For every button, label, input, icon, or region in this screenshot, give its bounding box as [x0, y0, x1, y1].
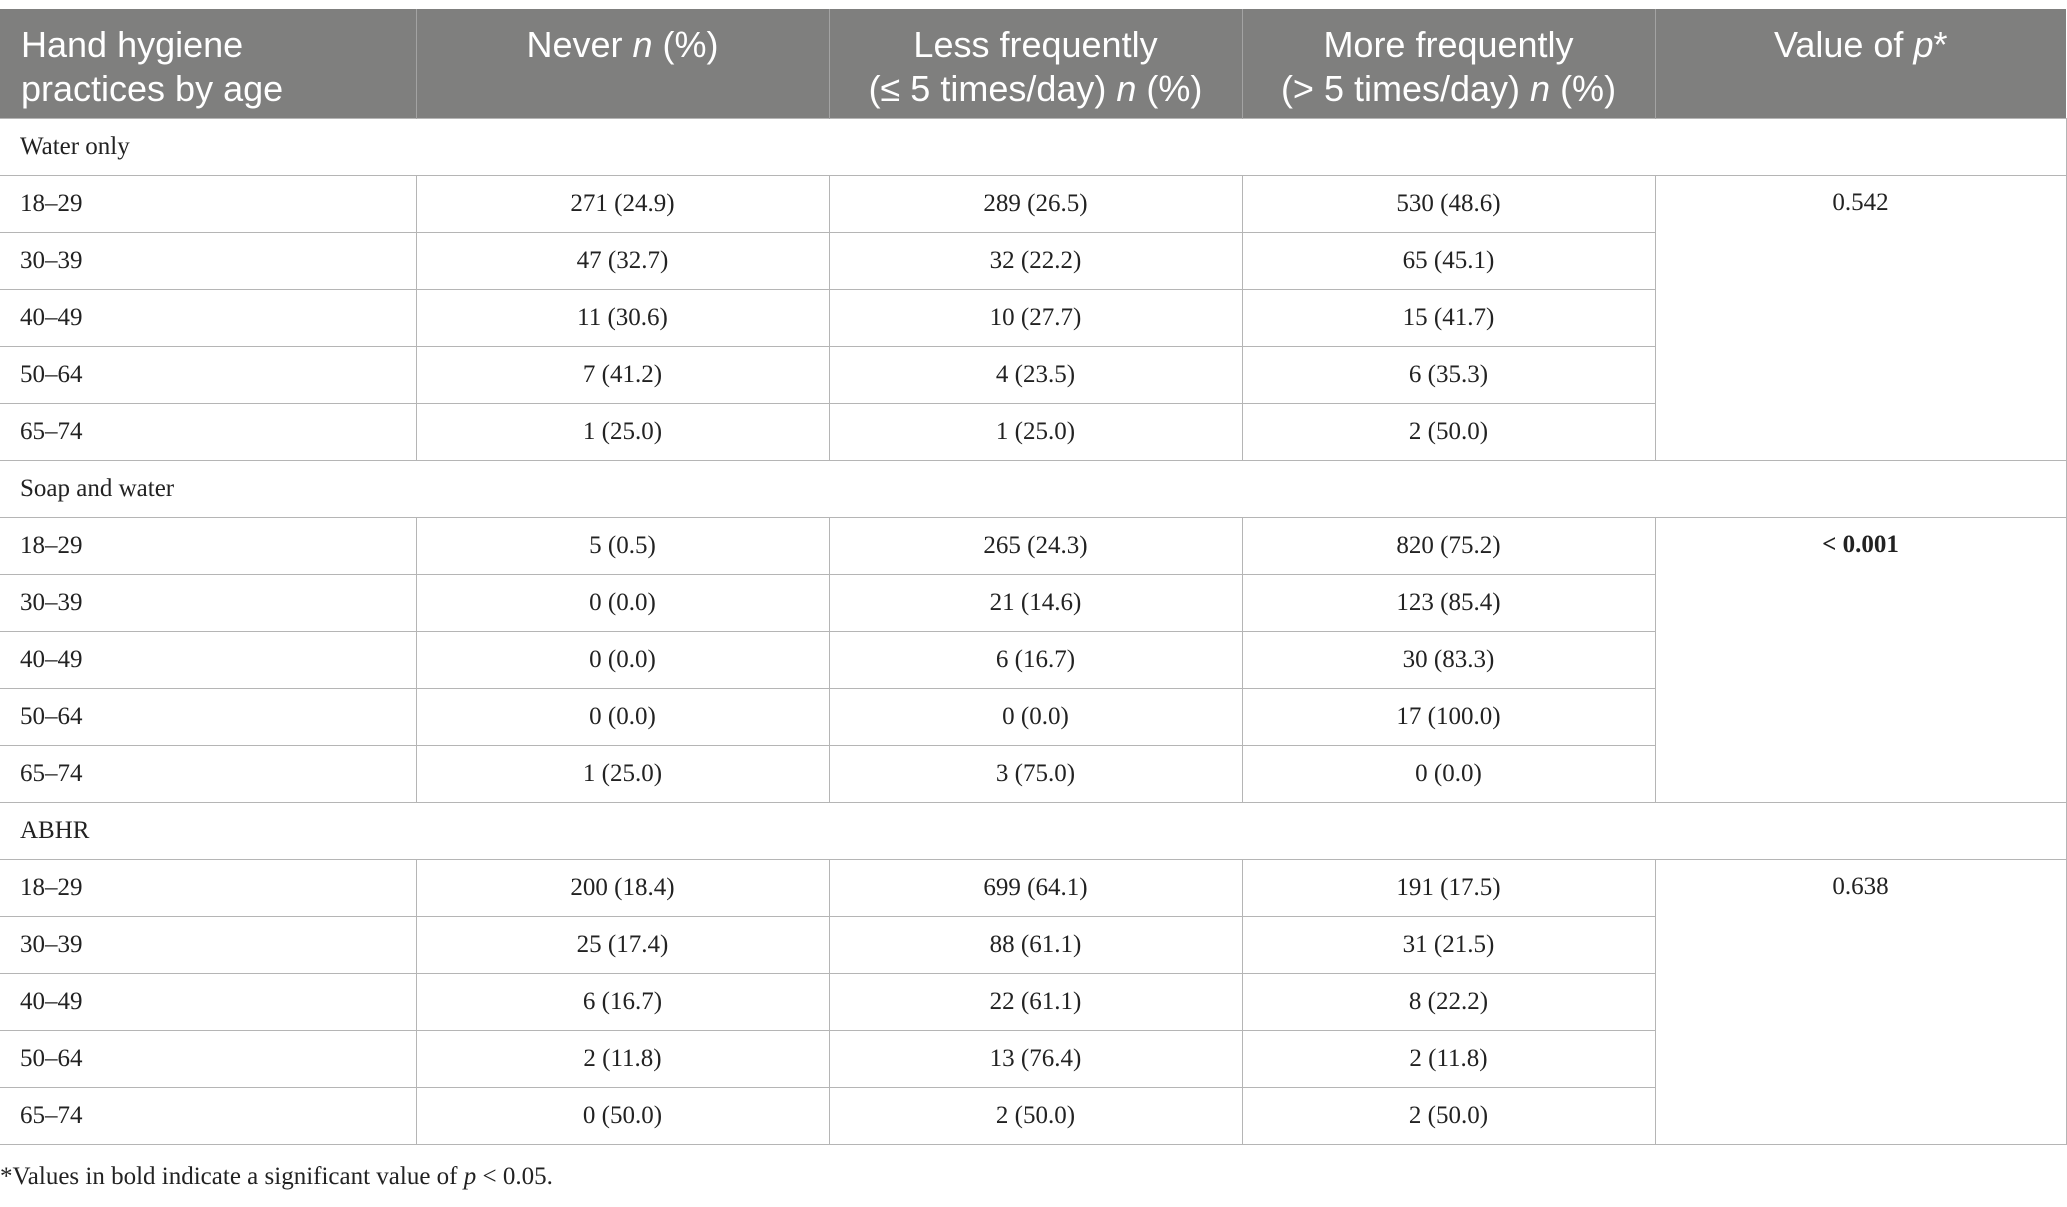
less-frequently-cell: 21 (14.6)	[829, 574, 1242, 631]
age-cell: 50–64	[0, 1030, 416, 1087]
less-frequently-cell: 10 (27.7)	[829, 289, 1242, 346]
age-cell: 18–29	[0, 517, 416, 574]
header-col1-text: Never	[526, 24, 633, 65]
age-cell: 65–74	[0, 745, 416, 802]
footnote-prefix: *Values in bold indicate a significant value of	[0, 1163, 464, 1190]
more-frequently-cell: 30 (83.3)	[1242, 631, 1655, 688]
header-col4-text: Value of	[1774, 24, 1914, 65]
header-practices-by-age	[0, 9, 416, 118]
never-cell: 5 (0.5)	[416, 517, 829, 574]
more-frequently-cell: 123 (85.4)	[1242, 574, 1655, 631]
group-row-abhr	[0, 802, 2066, 859]
more-frequently-cell: 6 (35.3)	[1242, 346, 1655, 403]
age-cell: 30–39	[0, 232, 416, 289]
less-frequently-cell: 0 (0.0)	[829, 688, 1242, 745]
footnote-italic-p: p	[463, 1163, 477, 1190]
more-frequently-cell: 191 (17.5)	[1242, 859, 1655, 916]
less-frequently-cell: 289 (26.5)	[829, 175, 1242, 232]
less-frequently-cell: 6 (16.7)	[829, 631, 1242, 688]
never-cell: 47 (32.7)	[416, 232, 829, 289]
header-col2-italic: n	[1116, 68, 1137, 109]
never-cell: 0 (0.0)	[416, 631, 829, 688]
never-cell: 1 (25.0)	[416, 745, 829, 802]
less-frequently-cell: 88 (61.1)	[829, 916, 1242, 973]
never-cell: 6 (16.7)	[416, 973, 829, 1030]
p-value-cell-significant: < 0.001	[1655, 517, 2066, 802]
more-frequently-cell: 65 (45.1)	[1242, 232, 1655, 289]
age-cell: 65–74	[0, 1087, 416, 1144]
age-cell: 30–39	[0, 916, 416, 973]
header-col4-suffix: *	[1933, 24, 1948, 65]
less-frequently-cell: 265 (24.3)	[829, 517, 1242, 574]
never-cell: 0 (0.0)	[416, 574, 829, 631]
header-row	[0, 9, 2066, 118]
table-row	[0, 859, 2066, 916]
hand-hygiene-table	[0, 9, 2067, 1145]
header-col2-line2: (≤ 5 times/day)	[868, 68, 1117, 109]
header-col3-line1: More frequently	[1323, 24, 1574, 65]
never-cell: 7 (41.2)	[416, 346, 829, 403]
never-cell: 0 (0.0)	[416, 688, 829, 745]
less-frequently-cell: 2 (50.0)	[829, 1087, 1242, 1144]
never-cell: 0 (50.0)	[416, 1087, 829, 1144]
less-frequently-cell: 4 (23.5)	[829, 346, 1242, 403]
more-frequently-cell: 2 (50.0)	[1242, 403, 1655, 460]
age-cell: 65–74	[0, 403, 416, 460]
never-cell: 1 (25.0)	[416, 403, 829, 460]
age-cell: 18–29	[0, 859, 416, 916]
p-value-cell: 0.638	[1655, 859, 2066, 1144]
less-frequently-cell: 699 (64.1)	[829, 859, 1242, 916]
age-cell: 50–64	[0, 688, 416, 745]
never-cell: 25 (17.4)	[416, 916, 829, 973]
age-cell: 30–39	[0, 574, 416, 631]
header-col2-line1: Less frequently	[913, 24, 1158, 65]
more-frequently-cell: 8 (22.2)	[1242, 973, 1655, 1030]
less-frequently-cell: 3 (75.0)	[829, 745, 1242, 802]
more-frequently-cell: 17 (100.0)	[1242, 688, 1655, 745]
header-col2-suffix: (%)	[1136, 68, 1203, 109]
more-frequently-cell: 530 (48.6)	[1242, 175, 1655, 232]
age-cell: 40–49	[0, 973, 416, 1030]
group-label: Soap and water	[0, 460, 2066, 517]
header-col3-suffix: (%)	[1550, 68, 1617, 109]
more-frequently-cell: 2 (50.0)	[1242, 1087, 1655, 1144]
table-header	[0, 9, 2066, 118]
less-frequently-cell: 22 (61.1)	[829, 973, 1242, 1030]
header-col3-line2: (> 5 times/day)	[1280, 68, 1531, 109]
header-value-of-p	[1655, 9, 2066, 118]
less-frequently-cell: 13 (76.4)	[829, 1030, 1242, 1087]
header-col4-italic: p	[1913, 24, 1934, 65]
group-label: Water only	[0, 118, 2066, 175]
age-cell: 50–64	[0, 346, 416, 403]
less-frequently-cell: 1 (25.0)	[829, 403, 1242, 460]
age-cell: 40–49	[0, 631, 416, 688]
more-frequently-cell: 15 (41.7)	[1242, 289, 1655, 346]
header-less-frequently	[829, 9, 1242, 118]
p-value-cell: 0.542	[1655, 175, 2066, 460]
table-body	[0, 118, 2066, 1144]
header-col0-line2: practices by age	[21, 68, 284, 109]
header-col1-italic: n	[632, 24, 653, 65]
header-col1-suffix: (%)	[652, 24, 719, 65]
header-col0-line1: Hand hygiene	[21, 24, 244, 65]
table-row	[0, 517, 2066, 574]
never-cell: 11 (30.6)	[416, 289, 829, 346]
group-label: ABHR	[0, 802, 2066, 859]
group-row-soap-and-water	[0, 460, 2066, 517]
never-cell: 271 (24.9)	[416, 175, 829, 232]
age-cell: 40–49	[0, 289, 416, 346]
header-col3-italic: n	[1530, 68, 1551, 109]
never-cell: 200 (18.4)	[416, 859, 829, 916]
more-frequently-cell: 31 (21.5)	[1242, 916, 1655, 973]
table-row	[0, 175, 2066, 232]
header-more-frequently	[1242, 9, 1655, 118]
less-frequently-cell: 32 (22.2)	[829, 232, 1242, 289]
group-row-water-only	[0, 118, 2066, 175]
more-frequently-cell: 2 (11.8)	[1242, 1030, 1655, 1087]
age-cell: 18–29	[0, 175, 416, 232]
table-footnote	[0, 1163, 553, 1191]
more-frequently-cell: 820 (75.2)	[1242, 517, 1655, 574]
header-never	[416, 9, 829, 118]
footnote-suffix: < 0.05.	[476, 1163, 553, 1190]
never-cell: 2 (11.8)	[416, 1030, 829, 1087]
more-frequently-cell: 0 (0.0)	[1242, 745, 1655, 802]
